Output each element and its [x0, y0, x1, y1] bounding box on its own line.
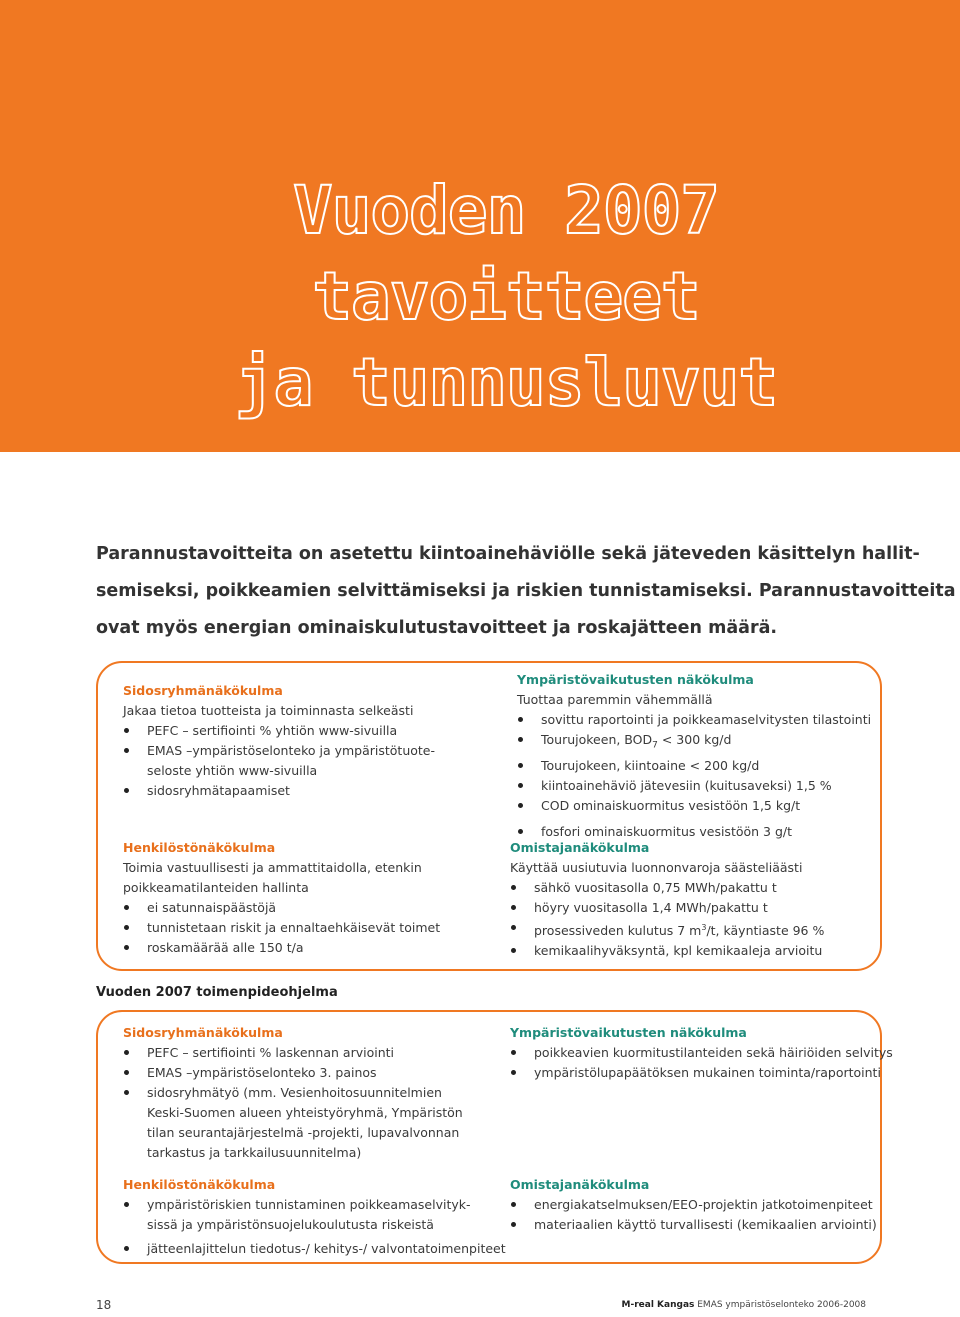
program-title: Vuoden 2007 toimenpideohjelma [96, 985, 338, 1000]
section-heading: Henkilöstönäkökulma [123, 1177, 276, 1192]
subscript: 7 [652, 740, 658, 751]
list-item-continuation: seloste yhtiön www-sivuilla [147, 763, 318, 778]
section-heading: Omistajanäkökulma [510, 1177, 650, 1192]
list-item: PEFC – sertifiointi % yhtiön www-sivuilla [123, 721, 435, 741]
list-item-text: < 300 kg/d [657, 732, 732, 747]
program-owner-section [510, 1175, 877, 1235]
list-item-text: /t, käyntiaste 96 % [706, 923, 825, 939]
list-item-continuation: sissä ja ympäristönsuojelukoulutusta riskeistä [147, 1217, 434, 1232]
list-item: COD ominaiskuormitus vesistöön 1,5 kg/t [517, 796, 871, 816]
intro-line: Parannustavoitteita on asetettu kiintoainehäviölle sekä jäteveden käsittelyn hallit- [96, 544, 920, 564]
list-item-continuation [123, 1103, 463, 1163]
bullet-list [123, 1043, 463, 1103]
section-text: poikkeamatilanteiden hallinta [123, 880, 309, 895]
footer-brand: M-real Kangas [621, 1300, 695, 1310]
section-text: Toimia vastuullisesti ja ammattitaidolla, etenkin [123, 860, 422, 875]
list-item: ympäristölupapäätöksen mukainen toiminta/raportointi [510, 1063, 893, 1083]
list-item: höyry vuositasolla 1,4 MWh/pakattu t [510, 898, 824, 918]
section-text: Jakaa tietoa tuotteista ja toiminnasta selkeästi [123, 703, 414, 718]
continuation-line: Keski-Suomen alueen yhteistyöryhmä, Ympäristön [147, 1105, 463, 1120]
list-item: tunnistetaan riskit ja ennaltaehkäisevät toimet [123, 918, 440, 938]
list-item: EMAS –ympäristöselonteko 3. painos [123, 1063, 463, 1083]
page-title-line-1: Vuoden 2007 tavoitteet [292, 172, 720, 335]
section-heading: Henkilöstönäkökulma [123, 840, 276, 855]
bullet-list [510, 878, 824, 961]
continuation-line: tarkastus ja tarkkailusuunnitelma) [147, 1145, 362, 1160]
list-item: ei satunnaispäästöjä [123, 898, 440, 918]
list-item: kemikaalihyväksyntä, kpl kemikaaleja arvioitu [510, 941, 824, 961]
list-item: energiakatselmuksen/EEO-projektin jatkotoimenpiteet [510, 1195, 877, 1215]
bullet-list [123, 721, 435, 801]
list-item: jätteenlajittelun tiedotus-/ kehitys-/ valvontatoimenpiteet [123, 1239, 506, 1259]
intro-paragraph [96, 536, 956, 647]
goals-environment-section [517, 670, 871, 842]
bullet-list [517, 710, 871, 842]
section-heading: Ympäristövaikutusten näkökulma [510, 1025, 747, 1040]
goals-stakeholder-section [123, 681, 435, 801]
list-item: sovittu raportointi ja poikkeamaselvitysten tilastointi [517, 710, 871, 730]
program-personnel-section [123, 1175, 506, 1259]
list-item: materiaalien käyttö turvallisesti (kemikaalien arviointi) [510, 1215, 877, 1235]
list-item: kiintoainehäviö jätevesiin (kuitusaveksi) 1,5 % [517, 776, 871, 796]
list-item-text: ympäristöriskien tunnistaminen poikkeamaselvityk- [147, 1197, 471, 1212]
page-title [96, 168, 916, 426]
list-item-text: Tourujokeen, BOD [541, 732, 653, 747]
intro-line: semiseksi, poikkeamien selvittämiseksi ja riskien tunnistamiseksi. Parannustavoitteita [96, 581, 956, 601]
list-item: fosfori ominaiskuormitus vesistöön 3 g/t [517, 822, 871, 842]
section-heading: Ympäristövaikutusten näkökulma [517, 672, 754, 687]
section-heading: Sidosryhmänäkökulma [123, 683, 283, 698]
list-item: sähkö vuositasolla 0,75 MWh/pakattu t [510, 878, 824, 898]
section-text: Tuottaa paremmin vähemmällä [517, 692, 713, 707]
bullet-list [123, 898, 440, 958]
list-item: sidosryhmätyö (mm. Vesienhoitosuunnitelmien [123, 1083, 463, 1103]
page-number: 18 [96, 1298, 112, 1312]
section-heading: Omistajanäkökulma [510, 840, 650, 855]
program-stakeholder-section [123, 1023, 463, 1163]
list-item: roskamäärää alle 150 t/a [123, 938, 440, 958]
list-item: sidosryhmätapaamiset [123, 781, 435, 801]
intro-line: ovat myös energian ominaiskulutustavoitteet ja roskajätteen määrä. [96, 618, 778, 638]
list-item: Tourujokeen, kiintoaine < 200 kg/d [517, 756, 871, 776]
list-item [517, 730, 871, 756]
list-item: PEFC – sertifiointi % laskennan arviointi [123, 1043, 463, 1063]
superscript: 3 [701, 923, 707, 932]
goals-owner-section [510, 838, 824, 961]
continuation-line: tilan seurantajärjestelmä -projekti, lupavalvonnan [147, 1125, 460, 1140]
page-title-line-2: ja tunnusluvut [234, 344, 778, 421]
goals-personnel-section [123, 838, 440, 958]
list-item [123, 741, 435, 781]
list-item [123, 1195, 506, 1235]
list-item [510, 918, 824, 941]
section-text: Käyttää uusiutuvia luonnonvaroja säästeliäästi [510, 860, 803, 875]
section-heading: Sidosryhmänäkökulma [123, 1025, 283, 1040]
bullet-list [510, 1195, 877, 1235]
footer-publication [622, 1300, 866, 1310]
list-item-text: EMAS –ympäristöselonteko ja ympäristötuote- [147, 743, 436, 758]
program-environment-section [510, 1023, 893, 1083]
bullet-list [123, 1195, 506, 1259]
list-item: poikkeavien kuormitustilanteiden sekä häiriöiden selvitys [510, 1043, 893, 1063]
list-item-text: prosessiveden kulutus 7 m [534, 923, 702, 939]
bullet-list [510, 1043, 893, 1083]
footer-doc-title: EMAS ympäristöselonteko 2006-2008 [697, 1300, 866, 1310]
